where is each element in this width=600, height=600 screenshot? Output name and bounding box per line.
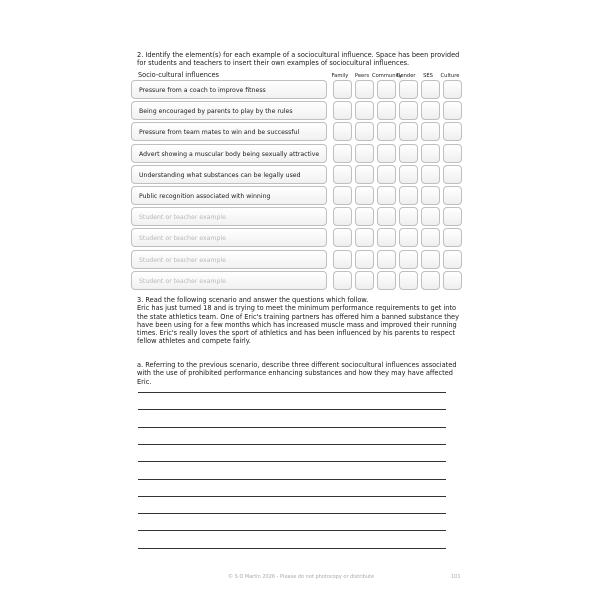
checkbox-family[interactable]	[333, 144, 352, 163]
checkbox-family[interactable]	[333, 271, 352, 290]
influence-label: Being encouraged by parents to play by the rules	[131, 101, 327, 120]
checkbox-community[interactable]	[377, 228, 396, 247]
question-3	[137, 296, 467, 346]
answer-line[interactable]	[138, 530, 446, 531]
table-row	[131, 271, 465, 290]
answer-line[interactable]	[138, 513, 446, 514]
checkbox-ses[interactable]	[421, 207, 440, 226]
checkbox-culture[interactable]	[443, 101, 462, 120]
page-number: 101	[451, 574, 461, 580]
checkbox-community[interactable]	[377, 101, 396, 120]
influence-label: Public recognition associated with winning	[131, 186, 327, 205]
checkbox-peers[interactable]	[355, 186, 374, 205]
checkbox-peers[interactable]	[355, 228, 374, 247]
checkbox-family[interactable]	[333, 207, 352, 226]
table-row	[131, 80, 465, 99]
example-input-field[interactable]: Student or teacher example	[131, 250, 327, 269]
column-header-gender: Gender	[396, 73, 416, 79]
checkbox-peers[interactable]	[355, 165, 374, 184]
checkbox-ses[interactable]	[421, 271, 440, 290]
checkbox-gender[interactable]	[399, 80, 418, 99]
checkbox-community[interactable]	[377, 271, 396, 290]
checkbox-gender[interactable]	[399, 271, 418, 290]
table-row	[131, 207, 465, 226]
checkbox-family[interactable]	[333, 186, 352, 205]
checkbox-ses[interactable]	[421, 165, 440, 184]
copyright-notice: © S D Martin 2026 - Please do not photocopy or distribute	[228, 574, 375, 580]
checkbox-peers[interactable]	[355, 207, 374, 226]
table-row	[131, 228, 465, 247]
checkbox-ses[interactable]	[421, 228, 440, 247]
answer-line[interactable]	[138, 427, 446, 428]
checkbox-family[interactable]	[333, 122, 352, 141]
checkbox-gender[interactable]	[399, 144, 418, 163]
checkbox-peers[interactable]	[355, 250, 374, 269]
checkbox-culture[interactable]	[443, 144, 462, 163]
column-header-family: Family	[331, 73, 349, 79]
checkbox-gender[interactable]	[399, 250, 418, 269]
checkbox-community[interactable]	[377, 207, 396, 226]
checkbox-family[interactable]	[333, 101, 352, 120]
table-row	[131, 165, 465, 184]
checkbox-gender[interactable]	[399, 122, 418, 141]
checkbox-gender[interactable]	[399, 228, 418, 247]
checkbox-community[interactable]	[377, 165, 396, 184]
influence-label: Understanding what substances can be legally used	[131, 165, 327, 184]
checkbox-peers[interactable]	[355, 271, 374, 290]
table-row	[131, 144, 465, 163]
checkbox-gender[interactable]	[399, 165, 418, 184]
checkbox-culture[interactable]	[443, 122, 462, 141]
checkbox-ses[interactable]	[421, 122, 440, 141]
checkbox-ses[interactable]	[421, 144, 440, 163]
answer-line[interactable]	[138, 461, 446, 462]
influence-label: Pressure from team mates to win and be successful	[131, 122, 327, 141]
column-header-culture: Culture	[440, 73, 460, 79]
column-header-community: Community	[372, 73, 403, 79]
answer-line[interactable]	[138, 392, 446, 393]
column-header-peers: Peers	[354, 73, 370, 79]
checkbox-ses[interactable]	[421, 186, 440, 205]
checkbox-culture[interactable]	[443, 165, 462, 184]
answer-line[interactable]	[138, 479, 446, 480]
checkbox-gender[interactable]	[399, 101, 418, 120]
checkbox-family[interactable]	[333, 228, 352, 247]
question-2-text: 2. Identify the element(s) for each example of a sociocultural influence. Space has been provided for students and teachers to insert their own examples of sociocultural influences.	[137, 51, 460, 68]
influence-label: Pressure from a coach to improve fitness	[131, 80, 327, 99]
checkbox-gender[interactable]	[399, 186, 418, 205]
checkbox-community[interactable]	[377, 144, 396, 163]
table-row	[131, 250, 465, 269]
checkbox-culture[interactable]	[443, 186, 462, 205]
question-3-heading: 3. Read the following scenario and answer the questions which follow.	[137, 296, 369, 304]
answer-line[interactable]	[138, 409, 446, 410]
answer-line[interactable]	[138, 548, 446, 549]
checkbox-culture[interactable]	[443, 250, 462, 269]
checkbox-family[interactable]	[333, 250, 352, 269]
table-row	[131, 101, 465, 120]
table-title: Socio-cultural influences	[138, 71, 219, 79]
checkbox-family[interactable]	[333, 80, 352, 99]
answer-line[interactable]	[138, 444, 446, 445]
checkbox-community[interactable]	[377, 250, 396, 269]
influence-label: Advert showing a muscular body being sexually attractive	[131, 144, 327, 163]
example-input-field[interactable]: Student or teacher example	[131, 228, 327, 247]
checkbox-community[interactable]	[377, 80, 396, 99]
checkbox-culture[interactable]	[443, 80, 462, 99]
checkbox-peers[interactable]	[355, 101, 374, 120]
checkbox-peers[interactable]	[355, 122, 374, 141]
checkbox-community[interactable]	[377, 122, 396, 141]
checkbox-ses[interactable]	[421, 101, 440, 120]
checkbox-culture[interactable]	[443, 271, 462, 290]
scenario-text: Eric has just turned 18 and is trying to meet the minimum performance requirements to get into the state athletics team. One of Eric's training partners has offered him a banned substance they have been using for a few months which has increased muscle mass and improved their running times. Eric's really loves the sport of athletics and has been influenced by his parents to respect fellow athletes and compete fairly.	[137, 304, 459, 346]
checkbox-family[interactable]	[333, 165, 352, 184]
table-row	[131, 122, 465, 141]
checkbox-culture[interactable]	[443, 207, 462, 226]
checkbox-gender[interactable]	[399, 207, 418, 226]
question-3a-text: a. Referring to the previous scenario, describe three different sociocultural influences associated with the use of prohibited performance enhancing substances and how they may have affected Eric.	[137, 361, 457, 386]
checkbox-culture[interactable]	[443, 228, 462, 247]
checkbox-peers[interactable]	[355, 144, 374, 163]
example-input-field[interactable]: Student or teacher example	[131, 207, 327, 226]
page-footer	[0, 574, 600, 584]
answer-line[interactable]	[138, 496, 446, 497]
table-row	[131, 186, 465, 205]
checkbox-ses[interactable]	[421, 250, 440, 269]
checkbox-community[interactable]	[377, 186, 396, 205]
checkbox-ses[interactable]	[421, 80, 440, 99]
column-header-ses: SES	[423, 73, 433, 79]
example-input-field[interactable]: Student or teacher example	[131, 271, 327, 290]
checkbox-peers[interactable]	[355, 80, 374, 99]
